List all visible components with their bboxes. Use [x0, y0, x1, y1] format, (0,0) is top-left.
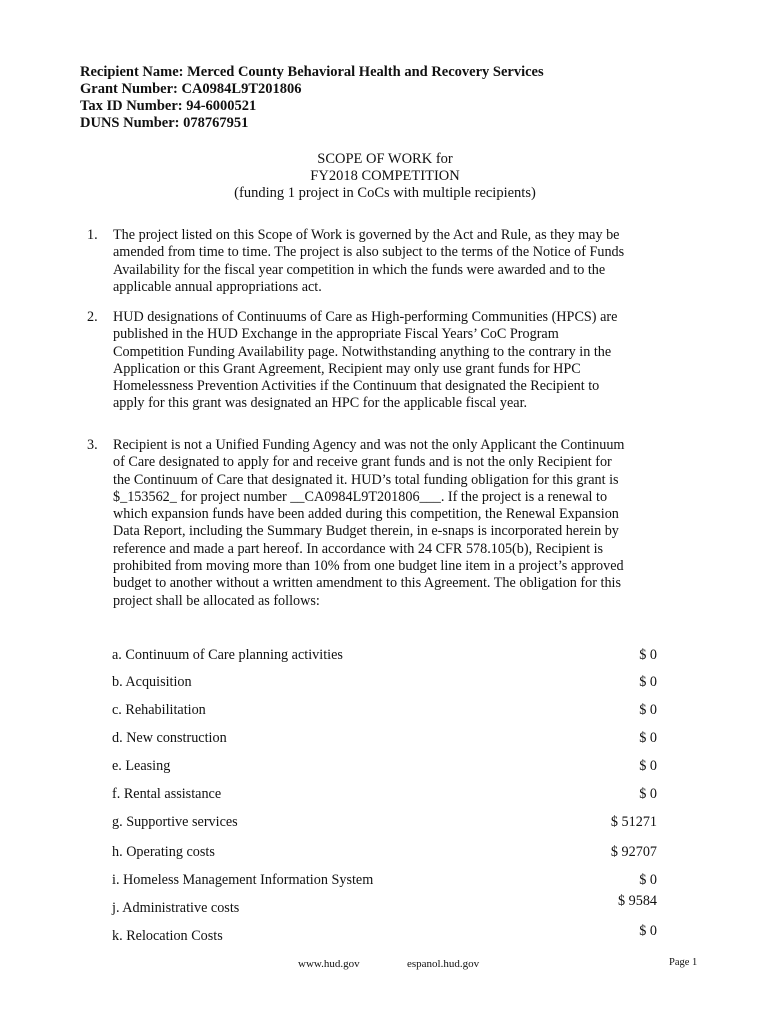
paragraph-2: [87, 309, 675, 413]
budget-item-label: a. Continuum of Care planning activities: [112, 647, 343, 663]
paragraph-line: Homelessness Prevention Activities if the Continuum that designated the Recipient to: [113, 378, 600, 395]
budget-item-amount: $ 51271: [610, 814, 657, 830]
tax-id-number: Tax ID Number: 94-6000521: [80, 98, 257, 114]
paragraph-line: Data Report, including the Summary Budget therein, in e-snaps is incorporated herein by: [113, 523, 619, 540]
paragraph-line: the Continuum of Care that designated it. HUD’s total funding obligation for this grant is: [113, 471, 619, 488]
budget-item-label: g. Supportive services: [112, 814, 238, 830]
paragraph-line: amended from time to time. The project is also subject to the terms of the Notice of Funds: [113, 244, 625, 261]
budget-item-amount: $ 0: [639, 872, 657, 888]
duns-number: DUNS Number: 078767951: [80, 115, 249, 131]
budget-item-label: f. Rental assistance: [112, 786, 222, 802]
title-line-1: SCOPE OF WORK for: [317, 151, 453, 167]
paragraph-line: $_153562_ for project number __CA0984L9T201806___. If the project is a renewal to: [113, 488, 608, 505]
budget-item-amount: $ 0: [639, 702, 657, 718]
paragraph-number: 2.: [87, 309, 98, 325]
title-line-3: (funding 1 project in CoCs with multiple recipients): [234, 185, 536, 201]
budget-item-label: j. Administrative costs: [112, 900, 240, 916]
page-number: Page 1: [669, 957, 698, 968]
budget-item: [112, 758, 657, 776]
budget-item: [112, 702, 657, 720]
budget-item-label: b. Acquisition: [112, 674, 192, 690]
budget-item-amount: $ 92707: [610, 844, 657, 860]
footer-link-espanol[interactable]: espanol.hud.gov: [407, 958, 480, 970]
paragraph-line: applicable annual appropriations act.: [113, 278, 322, 295]
paragraph-line: apply for this grant was designated an HPC for the applicable fiscal year.: [113, 395, 528, 412]
paragraph-1: [87, 227, 675, 296]
paragraph-line: The project listed on this Scope of Work is governed by the Act and Rule, as they may be: [113, 227, 620, 243]
budget-item: [112, 647, 657, 665]
budget-item: [112, 844, 657, 862]
budget-item-amount: $ 0: [639, 730, 657, 746]
paragraph-line: of Care designated to apply for and receive grant funds and is not the only Recipient for: [113, 454, 612, 471]
footer-link-hud[interactable]: www.hud.gov: [298, 958, 360, 970]
paragraph-line: Application or this Grant Agreement, Recipient may only use grant funds for HPC: [113, 360, 581, 377]
paragraph-line: project shall be allocated as follows:: [113, 592, 320, 609]
recipient-name: Recipient Name: Merced County Behavioral Health and Recovery Services: [80, 64, 544, 80]
budget-item-amount: $ 0: [639, 647, 657, 663]
budget-item: [112, 893, 657, 918]
budget-item-label: i. Homeless Management Information System: [112, 872, 374, 888]
budget-item-label: e. Leasing: [112, 758, 171, 774]
paragraph-number: 1.: [87, 227, 98, 243]
paragraph-line: published in the HUD Exchange in the appropriate Fiscal Years’ CoC Program: [113, 326, 559, 343]
budget-item-amount: $ 0: [639, 674, 657, 690]
budget-item-amount: $ 0: [639, 758, 657, 774]
grant-number: Grant Number: CA0984L9T201806: [80, 81, 302, 97]
budget-item-label: c. Rehabilitation: [112, 702, 206, 718]
budget-item-amount: $ 0: [639, 923, 657, 939]
paragraph-line: which expansion funds have been added during this competition, the Renewal Expansion: [113, 506, 619, 523]
paragraph-number: 3.: [87, 437, 98, 453]
budget-item-label: h. Operating costs: [112, 844, 215, 860]
budget-item-amount: $ 9584: [617, 893, 657, 909]
paragraph-3: [87, 437, 675, 610]
paragraph-line: Recipient is not a Unified Funding Agency and was not the only Applicant the Continuum: [113, 437, 625, 453]
budget-item: [112, 923, 657, 946]
paragraph-line: Availability for the fiscal year competition in which the funds were awarded and to the: [113, 261, 606, 278]
budget-item: [112, 872, 657, 890]
title-line-2: FY2018 COMPETITION: [310, 168, 460, 184]
budget-item: [112, 786, 657, 804]
recipient-header: [80, 64, 544, 132]
paragraph-line: budget to another without a written amendment to this Agreement. The obligation for this: [113, 575, 622, 592]
paragraph-line: HUD designations of Continuums of Care as High-performing Communities (HPCS) are: [113, 309, 618, 325]
paragraph-line: reference and made a part hereof. In accordance with 24 CFR 578.105(b), Recipient is: [113, 540, 604, 557]
budget-item: [112, 730, 657, 748]
paragraph-line: prohibited from moving more than 10% from one budget line item in a project’s approved: [113, 558, 624, 575]
document-title: [0, 151, 770, 202]
budget-item-label: d. New construction: [112, 730, 227, 746]
budget-item: [112, 814, 657, 832]
paragraph-line: Competition Funding Availability page. Notwithstanding anything to the contrary in the: [113, 343, 612, 360]
budget-item-amount: $ 0: [639, 786, 657, 802]
budget-item-label: k. Relocation Costs: [112, 928, 223, 944]
budget-item: [112, 674, 657, 692]
